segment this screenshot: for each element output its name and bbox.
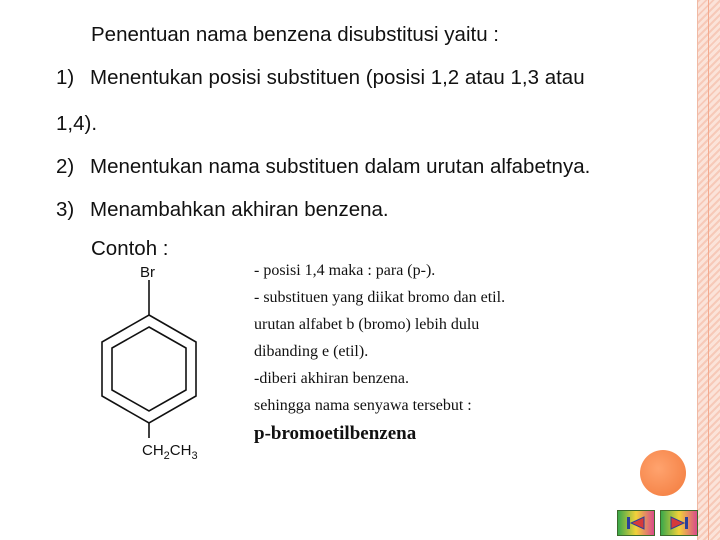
decorative-side-line — [708, 0, 709, 540]
compound-name: p-bromoetilbenzena — [254, 423, 417, 444]
list-number: 1) — [56, 66, 75, 89]
list-text: Menentukan nama substituen dalam urutan alfabetnya. — [90, 155, 591, 178]
explanation-line-4: dibanding e (etil). — [254, 343, 369, 360]
decorative-circle — [640, 450, 686, 496]
benzene-structure — [88, 258, 228, 463]
explanation-line-5: -diberi akhiran benzena. — [254, 370, 410, 387]
benzene-ring — [102, 315, 196, 423]
list-item-2 — [56, 155, 590, 179]
benzene-inner-ring — [112, 327, 186, 411]
explanation-line-2: - substituen yang diikat bromo dan etil. — [254, 289, 506, 306]
list-text: Menentukan posisi substituen (posisi 1,2 atau 1,3 atau — [90, 66, 585, 89]
ethyl-label: $CH_2CH_3$ — [142, 442, 198, 462]
next-slide-button[interactable] — [660, 510, 698, 536]
list-item-1 — [56, 66, 585, 90]
skip-forward-icon — [667, 515, 691, 531]
explanation-line-3: urutan alfabet b (bromo) lebih dulu — [254, 316, 480, 333]
skip-back-icon — [624, 515, 648, 531]
bromo-label: Br — [140, 264, 155, 281]
slide-heading: Penentuan nama benzena disubstitusi yaitu : — [91, 23, 499, 46]
list-item-3 — [56, 198, 389, 222]
explanation-line-1: - posisi 1,4 maka : para (p-). — [254, 262, 436, 279]
example-label: Contoh : — [91, 237, 169, 260]
list-number: 3) — [56, 198, 75, 221]
list-item-1-continuation: 1,4). — [56, 112, 98, 135]
prev-slide-button[interactable] — [617, 510, 655, 536]
list-text: Menambahkan akhiran benzena. — [90, 198, 389, 221]
explanation-line-6: sehingga nama senyawa tersebut : — [254, 397, 472, 414]
list-number: 2) — [56, 155, 75, 178]
